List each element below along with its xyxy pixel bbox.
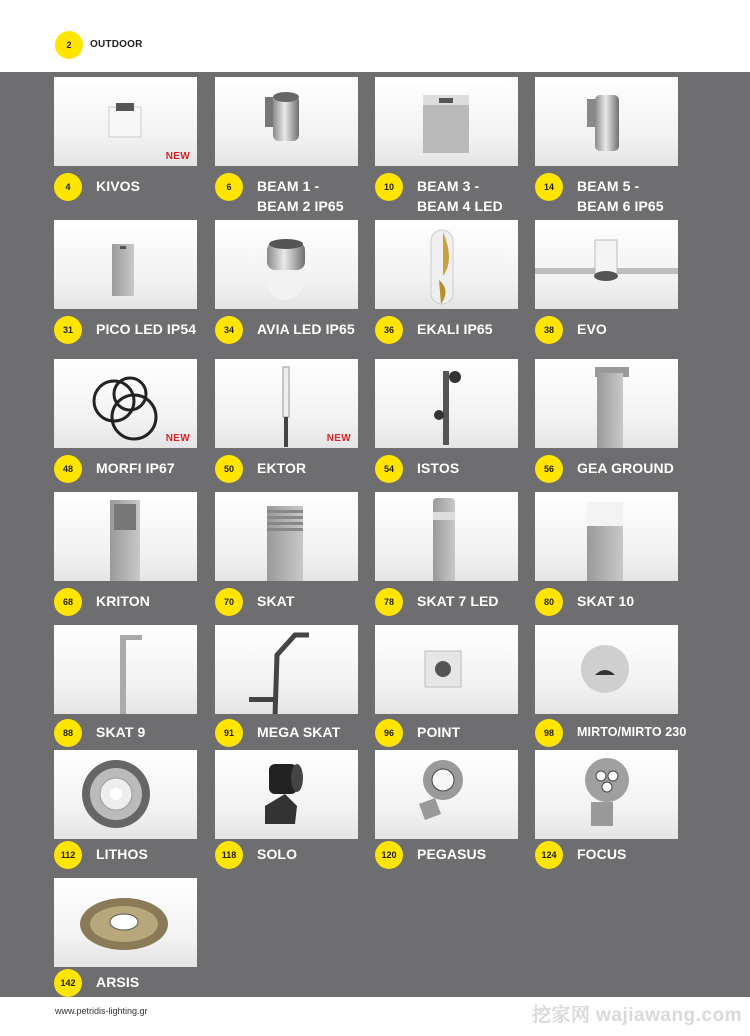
page-number-badge: 142 [54, 969, 82, 997]
product-image[interactable] [535, 492, 678, 581]
istos-icon [375, 359, 518, 448]
product-card[interactable] [535, 492, 695, 622]
product-card[interactable] [535, 220, 695, 350]
new-tag: NEW [165, 151, 190, 162]
product-image[interactable] [215, 750, 358, 839]
page-number-badge: 78 [375, 588, 403, 616]
product-name[interactable]: ARSIS [96, 974, 140, 990]
product-name[interactable]: PEGASUS [417, 846, 487, 862]
page-number-badge: 80 [535, 588, 563, 616]
product-card[interactable] [54, 359, 214, 489]
product-name[interactable]: PICO LED IP54 [96, 321, 197, 337]
product-card[interactable] [375, 359, 535, 489]
page-number-badge: 120 [375, 841, 403, 869]
pico-icon [54, 220, 197, 309]
product-card[interactable] [54, 878, 214, 1008]
product-name[interactable]: KIVOS [96, 178, 141, 194]
product-image[interactable] [375, 750, 518, 839]
product-name[interactable]: EKTOR [257, 460, 307, 476]
product-image[interactable] [54, 625, 197, 714]
page-number-badge: 70 [215, 588, 243, 616]
product-image[interactable] [375, 625, 518, 714]
product-card[interactable] [215, 220, 375, 350]
lithos-icon [54, 750, 197, 839]
skat9-icon [54, 625, 197, 714]
new-tag: NEW [326, 433, 351, 444]
point-icon [375, 625, 518, 714]
page-number-badge: 118 [215, 841, 243, 869]
section-title: OUTDOOR [90, 39, 143, 50]
product-name[interactable]: ISTOS [417, 460, 460, 476]
product-name[interactable]: FOCUS [577, 846, 627, 862]
page-number-badge: 6 [215, 173, 243, 201]
page-number-badge: 98 [535, 719, 563, 747]
gea-icon [535, 359, 678, 448]
product-image[interactable] [535, 625, 678, 714]
product-card[interactable] [535, 359, 695, 489]
product-card[interactable] [215, 625, 375, 755]
beam-cylinder-icon [535, 77, 678, 166]
page-number-badge: 68 [54, 588, 82, 616]
product-name[interactable]: BEAM 5 - BEAM 6 IP65 [577, 178, 664, 214]
page-number-badge: 10 [375, 173, 403, 201]
product-name[interactable]: BEAM 1 - BEAM 2 IP65 [257, 178, 344, 214]
product-name[interactable]: KRITON [96, 593, 151, 609]
product-name[interactable]: MORFI IP67 [96, 460, 175, 476]
ekali-icon [375, 220, 518, 309]
product-name[interactable]: LITHOS [96, 846, 148, 862]
product-name[interactable]: MIRTO/MIRTO 230 [577, 725, 687, 739]
product-card[interactable] [54, 220, 214, 350]
product-image[interactable] [375, 359, 518, 448]
product-image[interactable] [215, 492, 358, 581]
skat-icon [215, 492, 358, 581]
arsis-icon [54, 878, 197, 967]
product-name[interactable]: SKAT [257, 593, 295, 609]
product-image[interactable] [375, 492, 518, 581]
product-card[interactable] [54, 750, 214, 880]
page-number-badge: 91 [215, 719, 243, 747]
product-card[interactable] [375, 220, 535, 350]
product-image[interactable] [535, 77, 678, 166]
product-image[interactable] [54, 77, 197, 166]
product-card[interactable] [535, 750, 695, 880]
skat10-icon [535, 492, 678, 581]
page-number-badge: 36 [375, 316, 403, 344]
product-image[interactable] [215, 625, 358, 714]
product-card[interactable] [215, 750, 375, 880]
product-image[interactable] [54, 750, 197, 839]
product-image[interactable] [54, 220, 197, 309]
page-number-badge: 48 [54, 455, 82, 483]
product-image[interactable] [215, 359, 358, 448]
product-card[interactable] [54, 77, 214, 207]
product-card[interactable] [54, 625, 214, 755]
solo-icon [215, 750, 358, 839]
focus-icon [535, 750, 678, 839]
page-number-badge: 31 [54, 316, 82, 344]
product-card[interactable] [375, 625, 535, 755]
product-card[interactable] [535, 77, 695, 214]
product-image[interactable] [215, 77, 358, 166]
product-image[interactable] [535, 359, 678, 448]
watermark: 挖家网 wajiawang.com [531, 1005, 742, 1026]
product-name[interactable]: SKAT 9 [96, 724, 146, 740]
kriton-icon [54, 492, 197, 581]
page-header [0, 0, 750, 72]
page-number-badge: 14 [535, 173, 563, 201]
product-image[interactable] [375, 220, 518, 309]
product-image[interactable] [375, 77, 518, 166]
product-image[interactable] [535, 750, 678, 839]
product-name[interactable]: BEAM 3 - BEAM 4 LED [417, 178, 503, 214]
product-card[interactable] [375, 750, 535, 880]
evo-icon [535, 220, 678, 309]
avia-icon [215, 220, 358, 309]
product-image[interactable] [535, 220, 678, 309]
product-card[interactable] [215, 492, 375, 622]
page-number-badge: 88 [54, 719, 82, 747]
page-number-badge: 56 [535, 455, 563, 483]
page-number-badge: 34 [215, 316, 243, 344]
footer-url[interactable]: www.petridis-lighting.gr [55, 1006, 148, 1016]
page-number-badge: 54 [375, 455, 403, 483]
page-number-badge: 50 [215, 455, 243, 483]
product-name[interactable]: MEGA SKAT [257, 724, 341, 740]
megaskat-icon [215, 625, 358, 714]
mirto-icon [535, 625, 678, 714]
product-card[interactable] [535, 625, 695, 755]
product-name[interactable]: EKALI IP65 [417, 321, 493, 337]
page-number-badge: 2 [55, 31, 83, 59]
beam-square-icon [375, 77, 518, 166]
page-number-badge: 38 [535, 316, 563, 344]
product-card[interactable] [215, 77, 375, 214]
product-card[interactable] [54, 492, 214, 622]
page-number-badge: 4 [54, 173, 82, 201]
page-number-badge: 96 [375, 719, 403, 747]
product-image[interactable] [215, 220, 358, 309]
product-name[interactable]: SKAT 10 [577, 593, 635, 609]
product-name[interactable]: POINT [417, 724, 461, 740]
beam-icon [215, 77, 358, 166]
page-number-badge: 124 [535, 841, 563, 869]
page-number-badge: 112 [54, 841, 82, 869]
product-name[interactable]: AVIA LED IP65 [257, 321, 355, 337]
product-image[interactable] [54, 359, 197, 448]
pegasus-icon [375, 750, 518, 839]
product-card[interactable] [375, 77, 535, 214]
product-image[interactable] [54, 492, 197, 581]
product-card[interactable] [215, 359, 375, 489]
new-tag: NEW [165, 433, 190, 444]
product-name[interactable]: SOLO [257, 846, 298, 862]
product-name[interactable]: EVO [577, 321, 607, 337]
skat7-icon [375, 492, 518, 581]
product-image[interactable] [54, 878, 197, 967]
product-name[interactable]: GEA GROUND [577, 460, 674, 476]
product-name[interactable]: SKAT 7 LED [417, 593, 499, 609]
product-card[interactable] [375, 492, 535, 622]
